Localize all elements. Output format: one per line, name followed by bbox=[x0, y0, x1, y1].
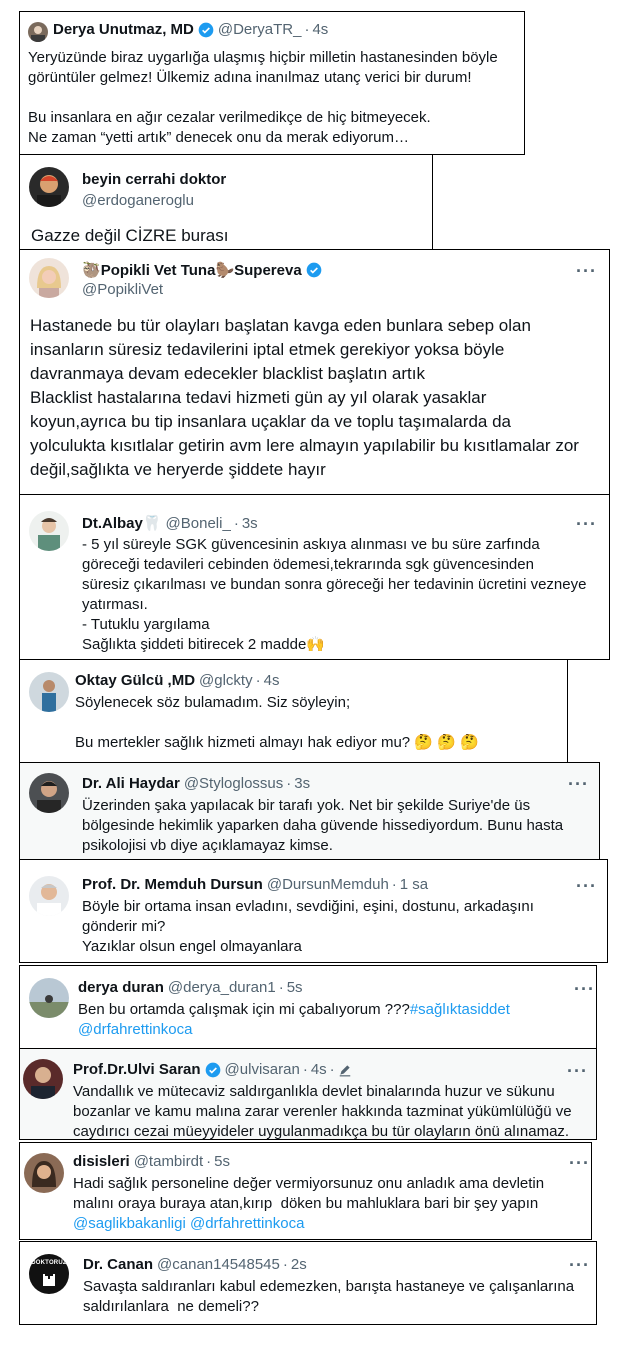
author-handle[interactable]: @tambirdt bbox=[133, 1153, 204, 1170]
author-name[interactable]: Dt.Albay bbox=[82, 514, 143, 532]
avatar-photo-icon bbox=[23, 1059, 63, 1099]
tweet-text bbox=[73, 1174, 589, 1234]
mention-link[interactable]: @drfahrettinkoca bbox=[78, 1021, 193, 1038]
avatar-photo-icon bbox=[29, 167, 69, 207]
tweet-text: - 5 yıl süreyle SGK güvencesinin askıya alınması ve bu süre zarfında göreceği tedavileri cebinden ödemesi,tekrarında sgk güvencesinden süresiz çıkarılması ve bundan sonra göreceği her tedavinin ücretini vezneye yatırması. - Tutuklu yargılama Sağlıkta şiddeti bitirecek 2 madde🙌 bbox=[82, 536, 587, 653]
avatar-photo-icon bbox=[24, 1153, 64, 1193]
avatar[interactable] bbox=[29, 1254, 69, 1294]
separator-dot: · bbox=[255, 672, 261, 689]
avatar-photo-icon bbox=[29, 511, 69, 551]
more-options-icon[interactable]: ··· bbox=[568, 774, 589, 794]
author-handle[interactable]: @Boneli_ bbox=[165, 514, 231, 532]
avatar-photo-icon bbox=[29, 978, 69, 1018]
tweet-card[interactable] bbox=[19, 762, 600, 860]
author-name[interactable]: Oktay Gülcü ,MD bbox=[75, 672, 196, 689]
avatar[interactable] bbox=[23, 1059, 63, 1099]
author-name[interactable]: derya duran bbox=[78, 979, 164, 996]
more-options-icon[interactable]: ··· bbox=[567, 1061, 588, 1081]
tweet-text-body: Hadi sağlık personeline değer vermiyorsunuz onu anladık ama devletin malını oraya buraya atan,kırıp döken bu mahluklara bari bir şey yapın bbox=[73, 1175, 545, 1212]
verified-badge-icon bbox=[205, 1062, 221, 1078]
more-options-icon[interactable]: ··· bbox=[576, 876, 597, 896]
tweet-time[interactable]: 4s bbox=[312, 21, 329, 38]
more-options-icon[interactable]: ··· bbox=[576, 261, 597, 281]
tweet-text: Vandallık ve mütecaviz saldırganlıkla devlet binalarında huzur ve sükunu bozanlar ve kamu malına zarar verenler hakkında tazminat yükümlülüğü ve caydırıcı cezai müeyyideler uygulanmadıkça bu tür olayların önü alınamaz. bbox=[73, 1083, 572, 1140]
avatar[interactable] bbox=[29, 167, 69, 207]
separator-dot: · bbox=[233, 514, 239, 532]
edited-pencil-icon[interactable] bbox=[338, 1063, 352, 1077]
sloth-emoji: 🦥 bbox=[82, 262, 101, 279]
author-handle[interactable]: @erdoganeroglu bbox=[82, 192, 194, 209]
author-handle[interactable]: @ulvisaran bbox=[224, 1061, 300, 1078]
tweet-card[interactable] bbox=[19, 494, 610, 660]
author-handle[interactable]: @derya_duran1 bbox=[167, 979, 276, 996]
tweet-text: Söylenecek söz bulamadım. Siz söyleyin; Bu mertekler sağlık hizmeti almayı hak ediyor mu? 🤔 🤔 🤔 bbox=[75, 694, 479, 751]
tweet-time[interactable]: 5s bbox=[214, 1153, 230, 1170]
avatar[interactable] bbox=[29, 876, 69, 916]
tweet-time[interactable]: 1 sa bbox=[399, 876, 429, 893]
avatar-photo-icon bbox=[29, 672, 69, 712]
mention-link[interactable]: @saglikbakanligi bbox=[73, 1215, 186, 1232]
separator-dot: · bbox=[302, 1061, 308, 1078]
more-options-icon[interactable]: ··· bbox=[574, 979, 595, 999]
author-handle[interactable]: @DursunMemduh bbox=[266, 876, 389, 893]
author-name[interactable]: Dr. Canan bbox=[83, 1256, 154, 1273]
avatar-text: DOKTORUZ bbox=[31, 1260, 67, 1266]
avatar-photo-icon bbox=[29, 258, 69, 298]
avatar[interactable] bbox=[24, 1153, 64, 1193]
tweet-text: Savaşta saldıranları kabul edemezken, barışta hastaneye ve çalışanlarına saldırılanlara ne demeli?? bbox=[83, 1278, 575, 1315]
author-handle[interactable]: @DeryaTR_ bbox=[217, 21, 302, 38]
hashtag-link[interactable]: #sağlıktasiddet bbox=[409, 1001, 510, 1018]
tweet-time[interactable]: 4s bbox=[310, 1061, 327, 1078]
tweet-card[interactable] bbox=[19, 249, 610, 495]
avatar-photo-icon bbox=[29, 876, 69, 916]
tweet-time[interactable]: 2s bbox=[290, 1256, 307, 1273]
tweet-card[interactable] bbox=[19, 1142, 592, 1240]
author-name[interactable]: Dr. Ali Haydar bbox=[82, 775, 180, 792]
tweet-card[interactable] bbox=[19, 659, 568, 763]
tweet-time[interactable]: 5s bbox=[286, 979, 303, 996]
author-name[interactable]: Prof.Dr.Ulvi Saran bbox=[73, 1061, 201, 1078]
avatar[interactable] bbox=[28, 22, 48, 42]
tweet-card[interactable] bbox=[19, 965, 597, 1049]
avatar[interactable] bbox=[29, 258, 69, 298]
avatar[interactable] bbox=[29, 773, 69, 813]
tweet-text: Gazze değil CİZRE burası bbox=[31, 226, 229, 245]
mention-link[interactable]: @drfahrettinkoca bbox=[189, 1215, 305, 1232]
tweet-time[interactable]: 4s bbox=[263, 672, 280, 689]
tweet-text bbox=[78, 1000, 594, 1040]
separator-dot: · bbox=[206, 1153, 212, 1170]
tweet-card[interactable] bbox=[19, 859, 608, 963]
separator-dot: · bbox=[304, 21, 310, 38]
verified-badge-icon bbox=[306, 262, 322, 278]
author-handle[interactable]: @Styloglossus bbox=[183, 775, 284, 792]
avatar[interactable] bbox=[29, 978, 69, 1018]
author-handle[interactable]: @canan14548545 bbox=[157, 1256, 280, 1273]
avatar[interactable] bbox=[29, 511, 69, 551]
author-name-suffix[interactable]: Supereva bbox=[234, 261, 302, 279]
author-handle[interactable]: @glckty bbox=[199, 672, 253, 689]
beaver-emoji: 🦫 bbox=[215, 262, 235, 279]
avatar-photo-icon bbox=[28, 22, 48, 42]
tooth-emoji: 🦷 bbox=[142, 515, 162, 532]
author-name[interactable]: disisleri bbox=[73, 1153, 130, 1170]
separator-dot: · bbox=[278, 979, 284, 996]
separator-dot: · bbox=[286, 775, 292, 792]
tweet-text: Üzerinden şaka yapılacak bir tarafı yok. Net bir şekilde Suriye'de üs bölgesinde hekimlik yaparken daha güvende hissediyordum. Bunu hasta psikolojisi vb diye açıklamayaz kimse. bbox=[82, 797, 564, 854]
author-name[interactable]: Popikli Vet Tuna bbox=[100, 261, 216, 279]
tweet-card[interactable] bbox=[19, 11, 525, 155]
verified-badge-icon bbox=[198, 22, 214, 38]
author-name[interactable]: beyin cerrahi doktor bbox=[82, 171, 227, 188]
tweet-card[interactable] bbox=[19, 1241, 597, 1325]
avatar[interactable] bbox=[29, 672, 69, 712]
tweet-card[interactable] bbox=[19, 1048, 597, 1140]
more-options-icon[interactable]: ··· bbox=[569, 1153, 590, 1173]
avatar-photo-icon bbox=[29, 773, 69, 813]
tweet-text: Hastanede bu tür olayları başlatan kavga eden bunlara sebep olan insanların süresiz tedavilerini iptal etmek gerekiyor yoksa böyle davranmaya devam edecekler blacklist başlatın artık Blacklist hastalarına tedavi hizmeti gün ay yıl olarak yasaklar koyun,ayrıca bu tip insanlara uçaklar da ve toplu taşımalarda da yolculukta kısıtlalar getirin avm lere almayın yapılabilir bu kısıtlamalar zor değil,sağlıkta ve heryerde şiddete hayır bbox=[30, 316, 579, 479]
author-handle[interactable]: @PopikliVet bbox=[82, 281, 164, 298]
separator-dot: · bbox=[391, 876, 397, 893]
tweet-text: Yeryüzünde biraz uygarlığa ulaşmış hiçbir milletin hastanesinden böyle görüntüler gelmez! Ülkemiz adına inanılmaz utanç verici bir durum! Bu insanlara en ağır cezalar verilmedikçe de hiç bitmeyecek. Ne zaman “yetti artık” denecek onu da merak ediyorum… bbox=[28, 49, 498, 146]
separator-dot: · bbox=[282, 1256, 288, 1273]
more-options-icon[interactable]: ··· bbox=[569, 1255, 590, 1275]
author-name[interactable]: Prof. Dr. Memduh Dursun bbox=[82, 876, 263, 893]
author-name[interactable]: Derya Unutmaz, MD bbox=[53, 21, 194, 38]
tweet-text: Böyle bir ortama insan evladını, sevdiğini, eşini, dostunu, arkadaşını gönderir mi? Yazıklar olsun engel olmayanlara bbox=[82, 898, 534, 955]
more-options-icon[interactable]: ··· bbox=[576, 514, 597, 534]
tweet-time[interactable]: 3s bbox=[294, 775, 311, 792]
separator-dot: · bbox=[329, 1061, 335, 1078]
tweet-time[interactable]: 3s bbox=[241, 514, 258, 532]
tweet-text-body: Ben bu ortamda çalışmak için mi çabalıyorum ??? bbox=[78, 1001, 410, 1018]
tweet-card[interactable] bbox=[19, 154, 433, 250]
